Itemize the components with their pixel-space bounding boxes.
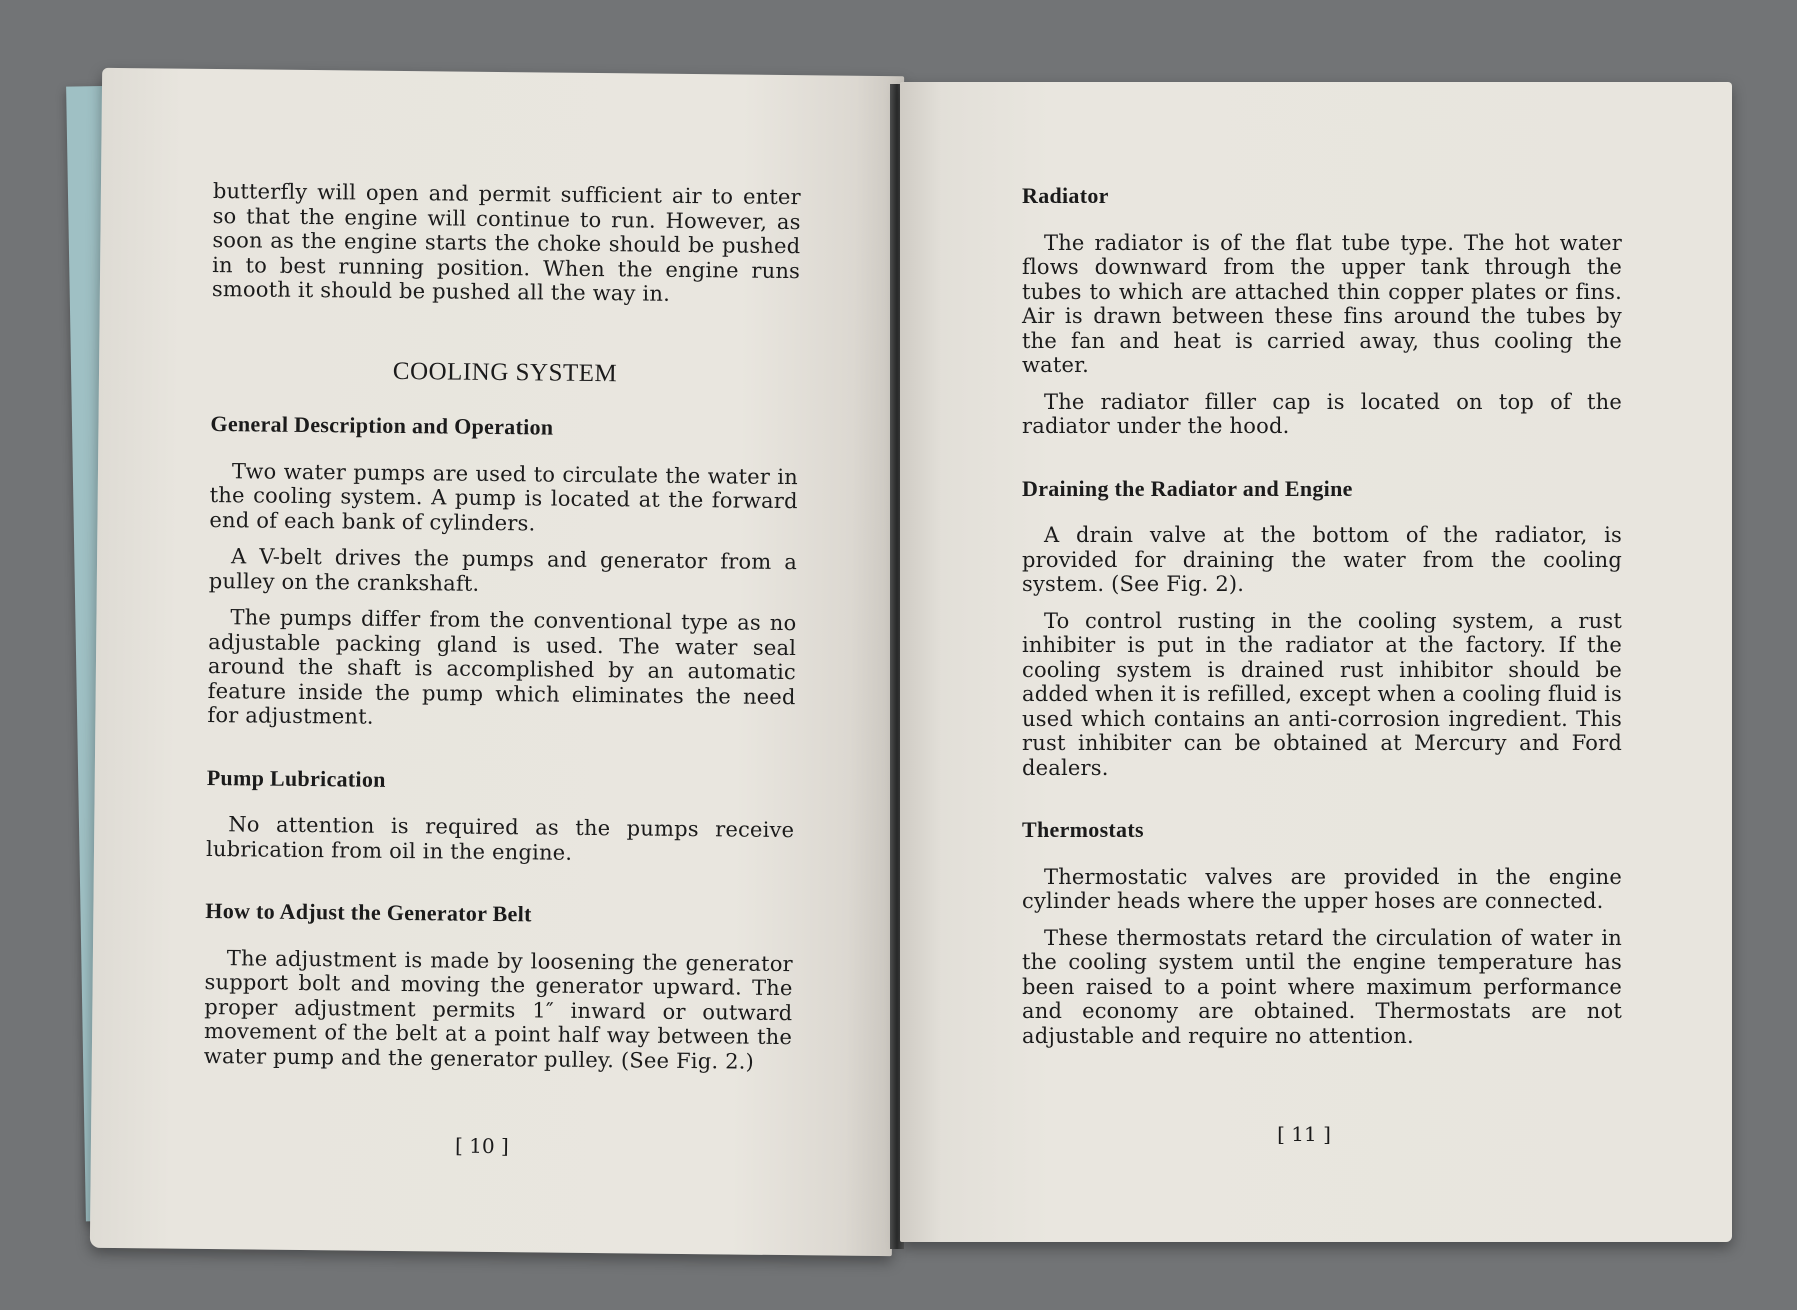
- right-page-text-column: [1022, 184, 1622, 1060]
- heading-pump-lubrication: Pump Lubrication: [206, 764, 386, 792]
- heading-generator-belt: How to Adjust the Generator Belt: [205, 897, 532, 927]
- left-page: [90, 68, 904, 1256]
- paragraph-pump-seal: The pumps differ from the conventional type as no adjustable packing gland is used. The water seal around the shaft is accomplished by an automatic feature inside the pump which eliminates the need for adjustment.: [207, 605, 797, 729]
- heading-thermostats: Thermostats: [1022, 817, 1144, 842]
- paragraph-radiator-type: The radiator is of the flat tube type. The hot water flows downward from the upper tank through the tubes to which are attached thin copper plates or fins. Air is drawn between these fins around the tubes by the fan and heat is carried away, thus cooling the water.: [1022, 230, 1622, 377]
- heading-general-description: General Description and Operation: [210, 410, 554, 440]
- page-number-right: [ 11 ]: [1277, 1122, 1331, 1146]
- section-title-cooling-system: COOLING SYSTEM: [392, 357, 618, 387]
- paragraph-pump-lubrication: No attention is required as the pumps receive lubrication from oil in the engine.: [205, 812, 795, 865]
- paragraph-rust-inhibiter: To control rusting in the cooling system, a rust inhibiter is put in the radiator at the factory. If the cooling system is drained rust inhibitor should be added when it is refilled, except when a cooling fluid is used which contains an anti-corrosion ingredient. This rust inhibiter can be obtained at Mercury and Ford dealers.: [1022, 608, 1622, 780]
- paragraph-thermostatic-valves: Thermostatic valves are provided in the engine cylinder heads where the upper hoses are connected.: [1022, 864, 1622, 913]
- paragraph-filler-cap: The radiator filler cap is located on top of the radiator under the hood.: [1022, 389, 1622, 438]
- paragraph-drain-valve: A drain valve at the bottom of the radiator, is provided for draining the water from the cooling system. (See Fig. 2).: [1022, 523, 1622, 596]
- paragraph-water-pumps: Two water pumps are used to circulate the water in the cooling system. A pump is located at the forward end of each bank of cylinders.: [209, 458, 799, 535]
- page-number-left: [ 10 ]: [454, 1133, 509, 1159]
- paragraph-generator-belt: The adjustment is made by loosening the generator support bolt and moving the generator upward. The proper adjustment permits 1″ inward or outward movement of the belt at a point half way between the water pump and the generator pulley. (See Fig. 2.): [203, 945, 793, 1074]
- paragraph-thermostats-function: These thermostats retard the circulation of water in the cooling system until the engine temperature has been raised to a point where maximum performance and economy are obtained. Thermostats are not adjustable and require no attention.: [1022, 925, 1622, 1048]
- left-page-text-column: [204, 179, 801, 1086]
- intro-paragraph: butterfly will open and permit sufficient air to enter so that the engine will continue to run. However, as soon as the engine starts the choke should be pushed in to best running position. When the engine runs smooth it should be pushed all the way in.: [211, 178, 802, 306]
- heading-draining: Draining the Radiator and Engine: [1022, 475, 1353, 501]
- heading-radiator: Radiator: [1022, 183, 1109, 208]
- paragraph-v-belt: A V-belt drives the pumps and generator from a pulley on the crankshaft.: [208, 544, 798, 596]
- right-page: [900, 82, 1732, 1242]
